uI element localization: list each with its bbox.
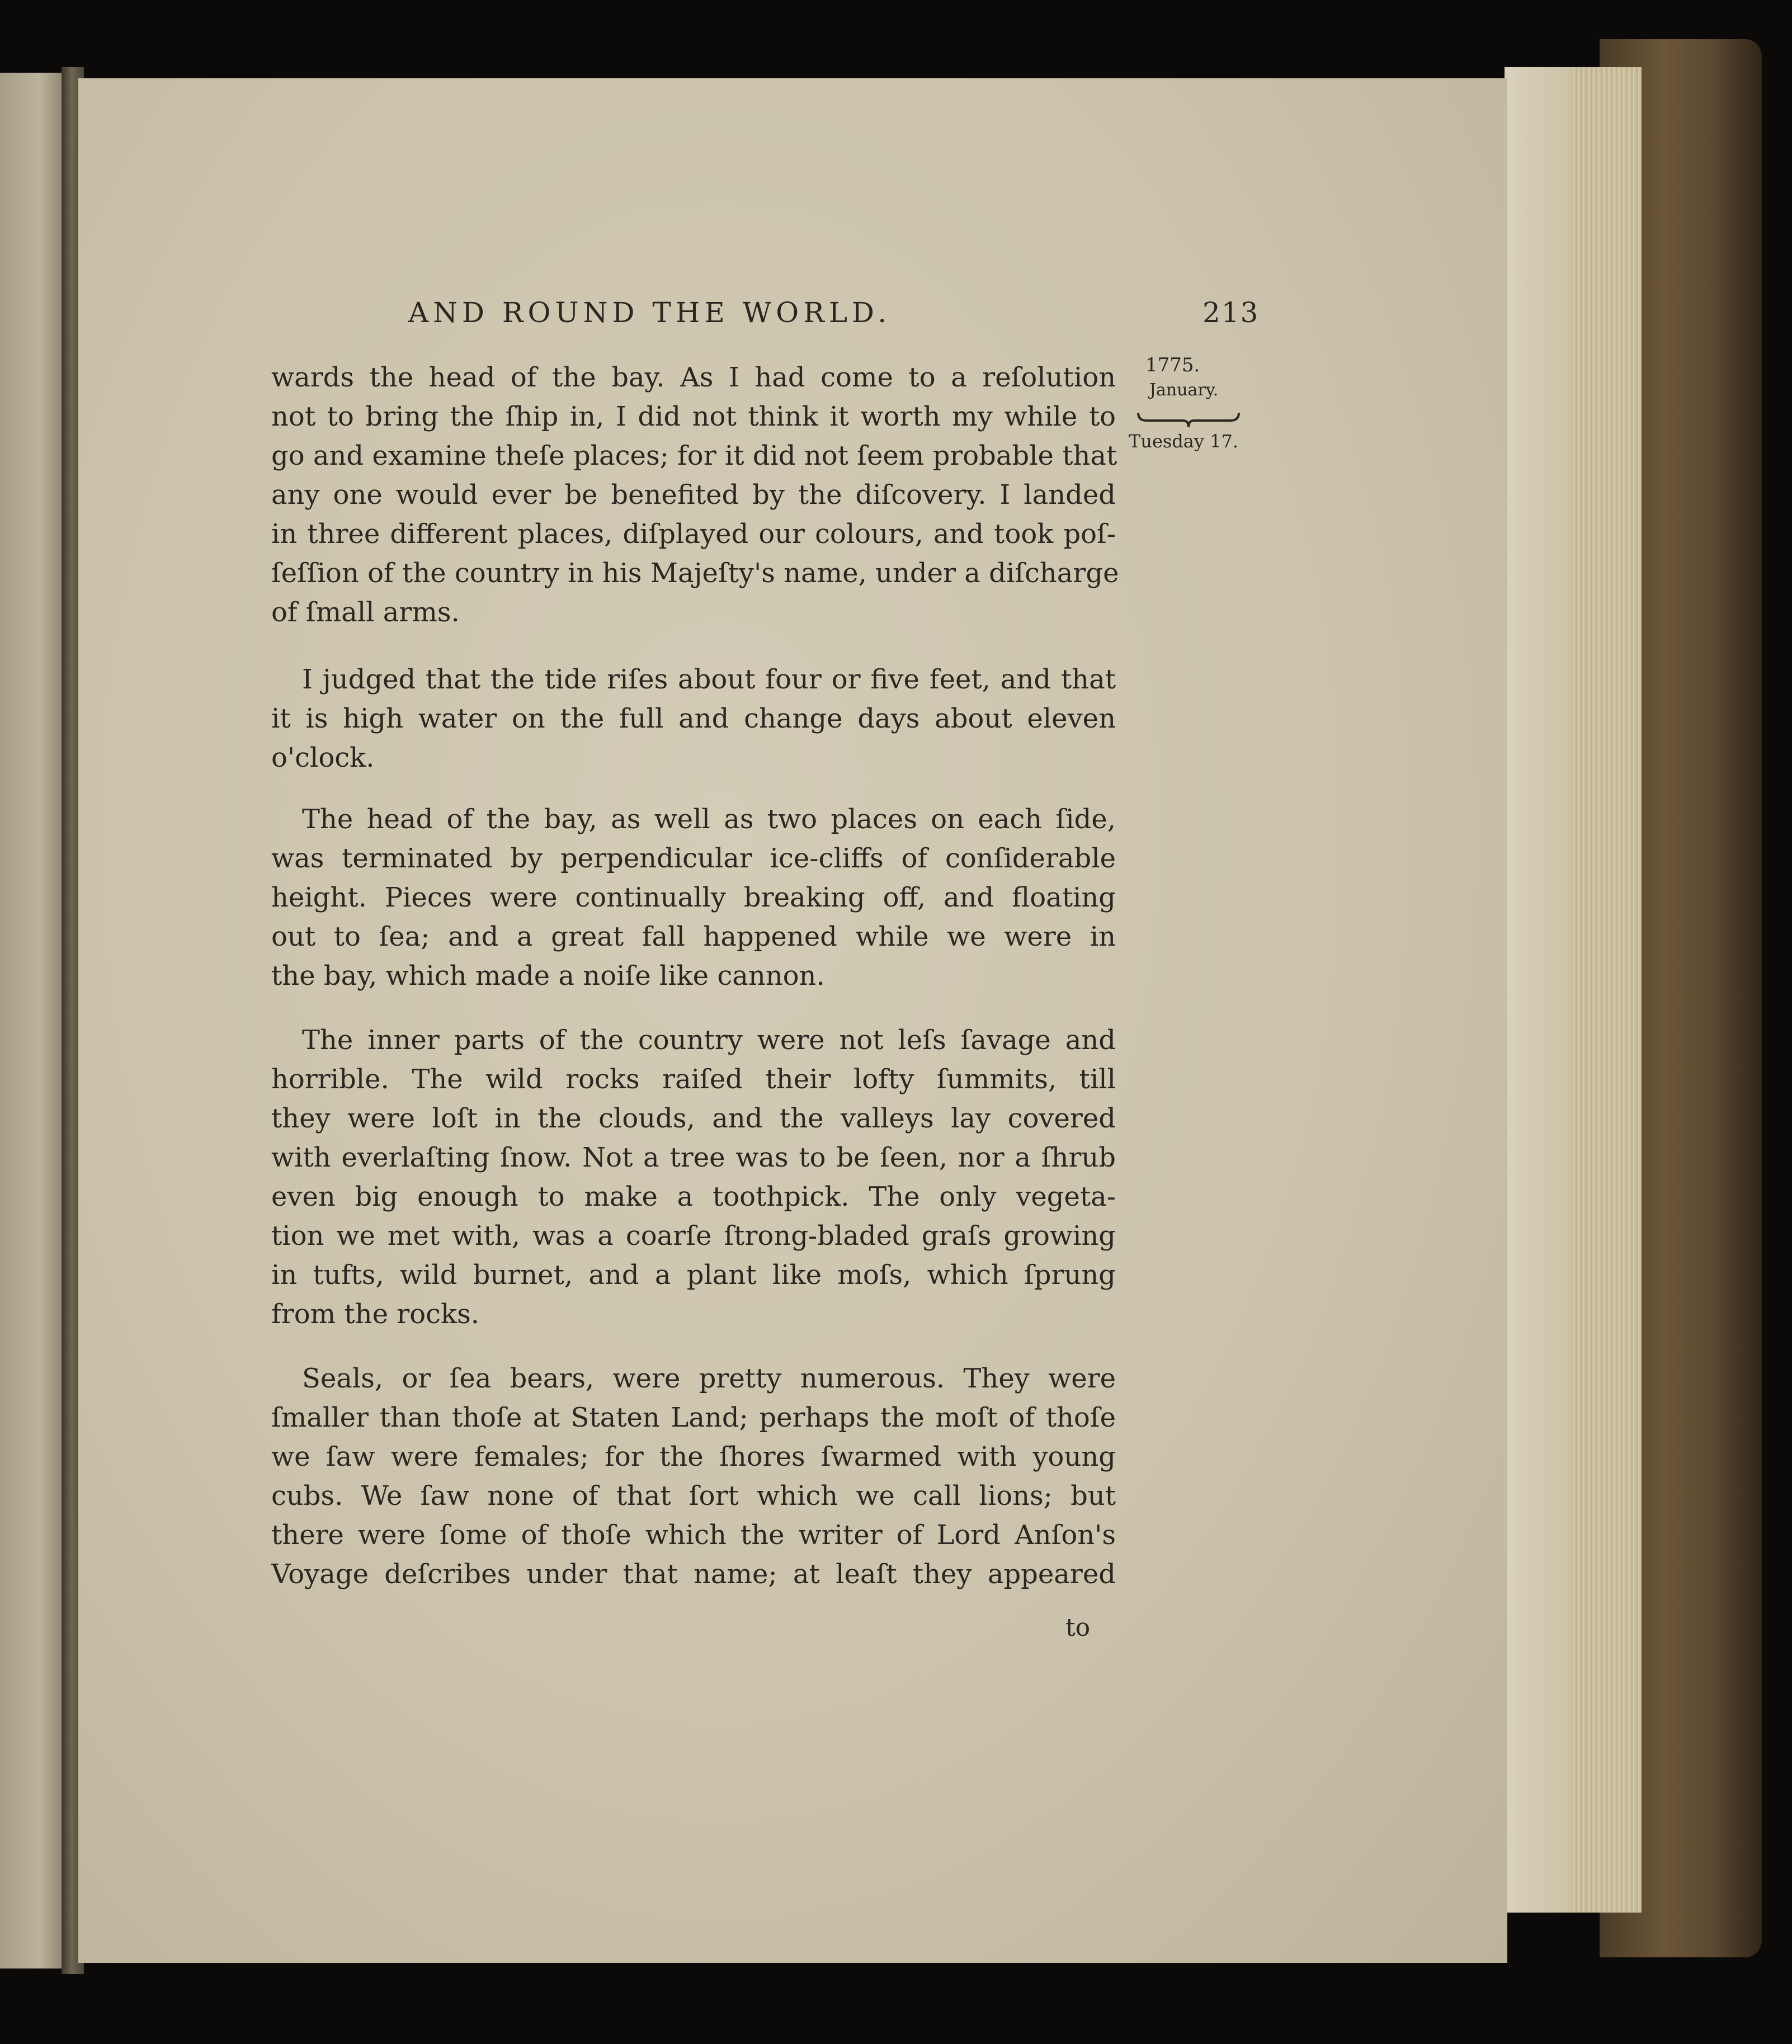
text-line: ſmaller than thoſe at Staten Land; perhaps the moſt of thoſe xyxy=(271,1402,1116,1433)
text-line: go and examine theſe places; for it did not ſeem probable that xyxy=(271,440,1117,471)
margin-note-day: Tuesday 17. xyxy=(1129,431,1239,452)
text-line: tion we met with, was a coarſe ſtrong-bladed graſs growing xyxy=(271,1220,1116,1252)
margin-brace xyxy=(1135,408,1242,431)
paragraph-4 xyxy=(271,1021,1116,1334)
text-line: out to ſea; and a great fall happened while we were in xyxy=(271,921,1116,952)
running-title: AND ROUND THE WORLD. xyxy=(408,296,892,329)
page-number: 213 xyxy=(1202,296,1260,329)
text-line: it is high water on the full and change days about eleven xyxy=(271,703,1116,734)
paragraph-5 xyxy=(271,1359,1116,1594)
text-line: in three different places, diſplayed our colours, and took poſ- xyxy=(271,518,1116,550)
text-line: I judged that the tide riſes about four or five feet, and that xyxy=(302,664,1116,695)
text-line: we ſaw were females; for the ſhores ſwarmed with young xyxy=(271,1441,1116,1472)
paragraph-1 xyxy=(271,358,1119,632)
text-line: there were ſome of thoſe which the writer of Lord Anſon's xyxy=(271,1519,1116,1551)
text-line: any one would ever be benefited by the diſcovery. I landed xyxy=(271,479,1116,511)
text-line: the bay, which made a noiſe like cannon. xyxy=(271,960,825,992)
text-line: Voyage deſcribes under that name; at leaſt they appeared xyxy=(271,1559,1116,1590)
text-line: was terminated by perpendicular ice-cliffs of conſiderable xyxy=(271,843,1116,874)
text-line: in tufts, wild burnet, and a plant like moſs, which ſprung xyxy=(271,1259,1116,1291)
text-line: not to bring the ſhip in, I did not think it worth my while to xyxy=(271,401,1116,432)
text-line: o'clock. xyxy=(271,742,375,773)
paragraph-2 xyxy=(271,660,1116,777)
text-line: height. Pieces were continually breaking off, and floating xyxy=(271,882,1116,913)
text-line: with everlaſting ſnow. Not a tree was to be ſeen, nor a ſhrub xyxy=(271,1142,1116,1173)
text-line: they were loſt in the clouds, and the valleys lay covered xyxy=(271,1103,1116,1134)
paragraph-3 xyxy=(271,800,1116,995)
text-line: of ſmall arms. xyxy=(271,597,460,628)
text-line: Seals, or ſea bears, were pretty numerous. They were xyxy=(302,1363,1116,1394)
text-line: horrible. The wild rocks raiſed their lofty ſummits, till xyxy=(271,1064,1116,1095)
text-line: cubs. We ſaw none of that ſort which we call lions; but xyxy=(271,1480,1116,1512)
margin-note-year: 1775. xyxy=(1145,354,1200,376)
text-line: even big enough to make a toothpick. The only vegeta- xyxy=(271,1181,1116,1212)
page-edges-top xyxy=(1505,67,1572,1913)
text-line: from the rocks. xyxy=(271,1299,479,1330)
margin-note-month: January. xyxy=(1149,380,1219,400)
text-line: The head of the bay, as well as two places on each ſide, xyxy=(302,804,1116,835)
text-line: ſeſſion of the country in his Majeſty's name, under a diſcharge xyxy=(271,558,1119,589)
left-page-edge xyxy=(0,73,64,1969)
catchword: to xyxy=(1065,1613,1091,1642)
text-line: The inner parts of the country were not leſs ſavage and xyxy=(302,1025,1116,1056)
text-line: wards the head of the bay. As I had come to a reſolution xyxy=(271,362,1116,393)
